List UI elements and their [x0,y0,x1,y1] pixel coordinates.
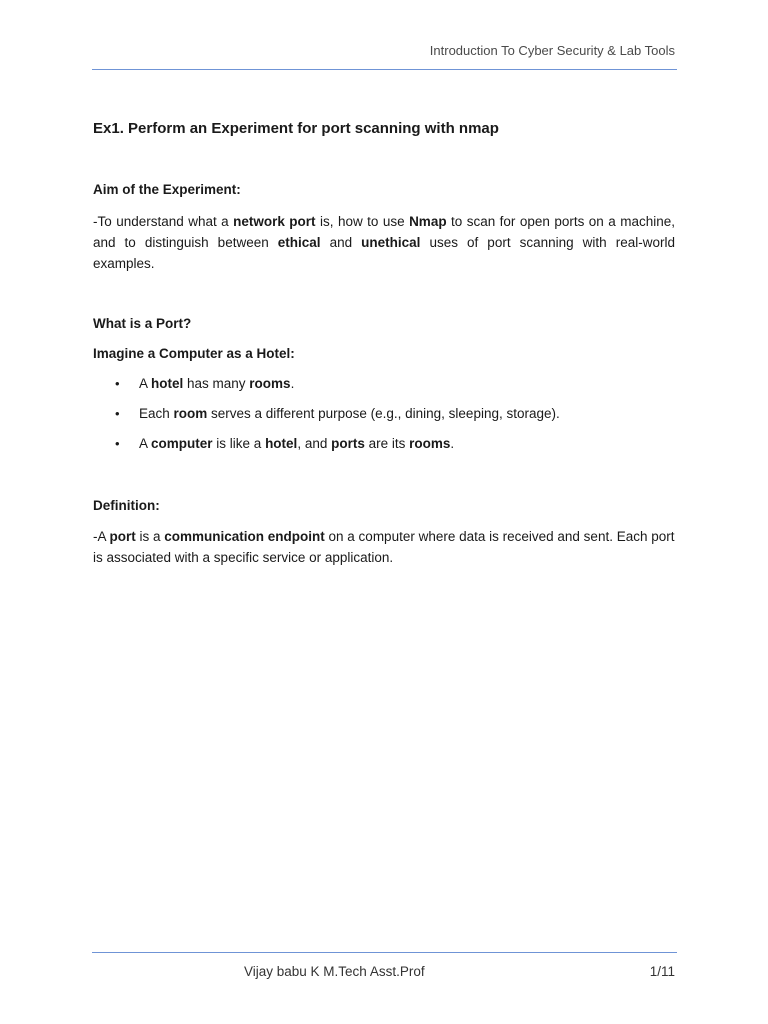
bullet-text: are its [364,436,410,451]
bullet-marker: • [115,436,120,451]
bullet-bold: rooms [409,436,451,451]
aim-bold-unethical: unethical [361,235,421,250]
port-heading: What is a Port? [93,316,192,331]
header-text: Introduction To Cyber Security & Lab Tools [429,43,675,58]
aim-heading: Aim of the Experiment: [93,182,241,197]
page-footer [92,952,677,979]
aim-bold-ethical: ethical [277,235,321,250]
bullet-marker: • [115,406,120,421]
aim-bold-network-port: network port [233,214,316,229]
bullet-text: , and [297,436,332,451]
bullet-bold: room [173,406,208,421]
aim-text-1: -To understand what a [93,214,234,229]
bullet-marker: • [115,376,120,391]
bullet-bold: hotel [265,436,298,451]
document-body [93,118,675,568]
aim-text-3: to scan for open ports on a machine, and to distinguish between [93,214,675,250]
list-item [93,434,675,454]
page-header [92,40,677,70]
bullet-text: . [450,436,455,451]
bullet-text: has many [183,376,250,391]
definition-text: on a computer where data is received and sent. Each port is associated with a specific service or application. [93,529,675,565]
bullet-text: is like a [212,436,266,451]
bullet-bold: rooms [249,376,291,391]
definition-bold-port: port [109,529,136,544]
footer-author: Vijay babu K M.Tech Asst.Prof [244,964,425,979]
bullet-text: A [139,436,152,451]
bullet-text: Each [139,406,174,421]
aim-text-4: and [320,235,362,250]
list-item [93,404,675,424]
aim-bold-nmap: Nmap [409,214,447,229]
definition-paragraph [93,526,675,568]
definition-text: -A [93,529,110,544]
aim-text-2: is, how to use [315,214,410,229]
bullet-text: . [290,376,295,391]
bullet-bold: ports [331,436,365,451]
bullet-bold: hotel [151,376,184,391]
bullet-bold: computer [151,436,213,451]
bullet-text: A [139,376,152,391]
definition-heading: Definition: [93,498,160,513]
definition-text: is a [135,529,165,544]
page-number: 1/11 [649,964,675,979]
list-item [93,374,675,394]
hotel-bullet-list [93,374,675,454]
aim-text-5: uses of port scanning with real-world examples. [93,235,675,271]
aim-paragraph [93,211,675,274]
bullet-text: serves a different purpose (e.g., dining, sleeping, storage). [207,406,560,421]
definition-bold-endpoint: communication endpoint [164,529,325,544]
hotel-subheading: Imagine a Computer as a Hotel: [93,346,295,361]
page-title: Ex1. Perform an Experiment for port scanning with nmap [93,120,499,137]
